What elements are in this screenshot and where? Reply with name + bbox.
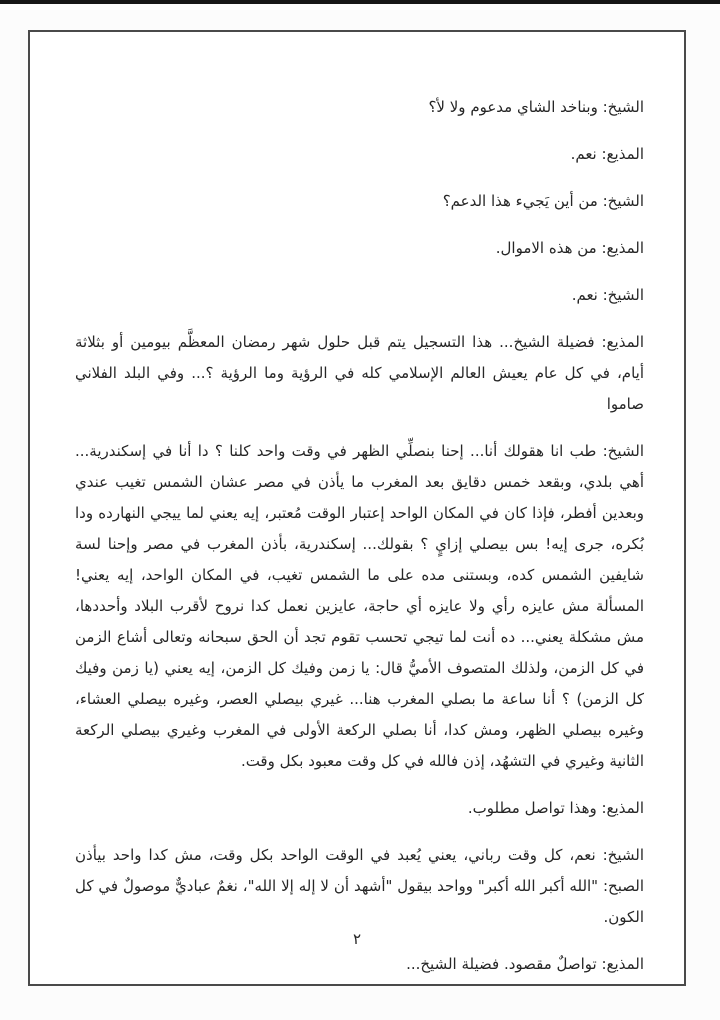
dialogue-paragraph-announcer-1: المذيع: نعم. — [570, 145, 644, 163]
dialogue-paragraph-sheikh-2: الشيخ: من أين يَجيء هذا الدعم؟ — [442, 192, 644, 210]
dialogue-paragraph-sheikh-5: الشيخ: نعم، كل وقت رباني، يعني يُعبد في الوقت الواحد بكل وقت، مش كدا واحد بيأذن الصبح: "الله أكبر الله أكبر" وواحد بيقول "أشهد أن لا إله إلا الله"، نغمٌ عباديٌّ موصولٌ في كل الكون. — [75, 846, 644, 926]
scan-edge-artifact — [0, 0, 720, 4]
page-border-frame — [28, 30, 686, 986]
dialogue-paragraph-announcer-5: المذيع: تواصلٌ مقصود. فضيلة الشيخ... — [406, 955, 644, 973]
dialogue-paragraph-sheikh-4: الشيخ: طب انا هقولك أنا... إحنا بنصلِّي الظهر في وقت واحد كلنا ؟ دا أنا في إسكندرية... أهي بلدي، وبقعد خمس دقايق بعد المغرب ما يأذن في مصر عشان الشمس تغيب عندي وبعدين أفطر، فإذا كان في المكان الواحد إعتبار الوقت مُعتبر، إيه يعني لما ييجي النهارده ودا بُكره، جرى إيه! بس بيصلي إزايٍ ؟ بقولك... إسكندرية، بأذن المغرب في مصر وإحنا لسة شايفين الشمس كده، وبستنى مده على ما الشمس تغيب، في المكان الواحد، إيه يعني! المسألة مش عايزه رأي ولا عايزه أي حاجة، عايزين نعمل كدا نروح لأقرب البلاد وأحددها، مش مشكلة يعني... ده أنت لما تيجي تحسب تقوم تجد أن الحق سبحانه وتعالى أشاع الزمن في كل الزمن، ولذلك المتصوف الأميُّ قال: يا زمن وفيك كل الزمن، إيه يعني (يا زمن وفيك كل الزمن) ؟ أنا ساعة ما بصلي المغرب هنا... غيري بيصلي العصر، وغيره بيصلي العشاء، وغيره بيصلي الظهر، ومش كدا، أنا بصلي الركعة الأولى في المغرب وغيري بيصلي الركعة الثانية وغيري في التشهُد، إذن فالله في كل وقت معبود بكل وقت. — [75, 442, 644, 770]
page-content — [75, 92, 644, 996]
page-number: ٢ — [352, 930, 362, 948]
dialogue-paragraph-sheikh-3: الشيخ: نعم. — [571, 286, 644, 304]
dialogue-paragraph-announcer-4: المذيع: وهذا تواصل مطلوب. — [467, 799, 644, 817]
dialogue-paragraph-announcer-2: المذيع: من هذه الاموال. — [495, 239, 644, 257]
dialogue-paragraph-announcer-3: المذيع: فضيلة الشيخ... هذا التسجيل يتم قبل حلول شهر رمضان المعظَّم بيومين أو بثلاثة أيام، في كل عام يعيش العالم الإسلامي كله في الرؤية وما الرؤية ؟... وفي البلد الفلاني صاموا — [75, 333, 644, 413]
dialogue-paragraph-sheikh-1: الشيخ: وبناخد الشاي مدعوم ولا لأ؟ — [428, 98, 644, 116]
